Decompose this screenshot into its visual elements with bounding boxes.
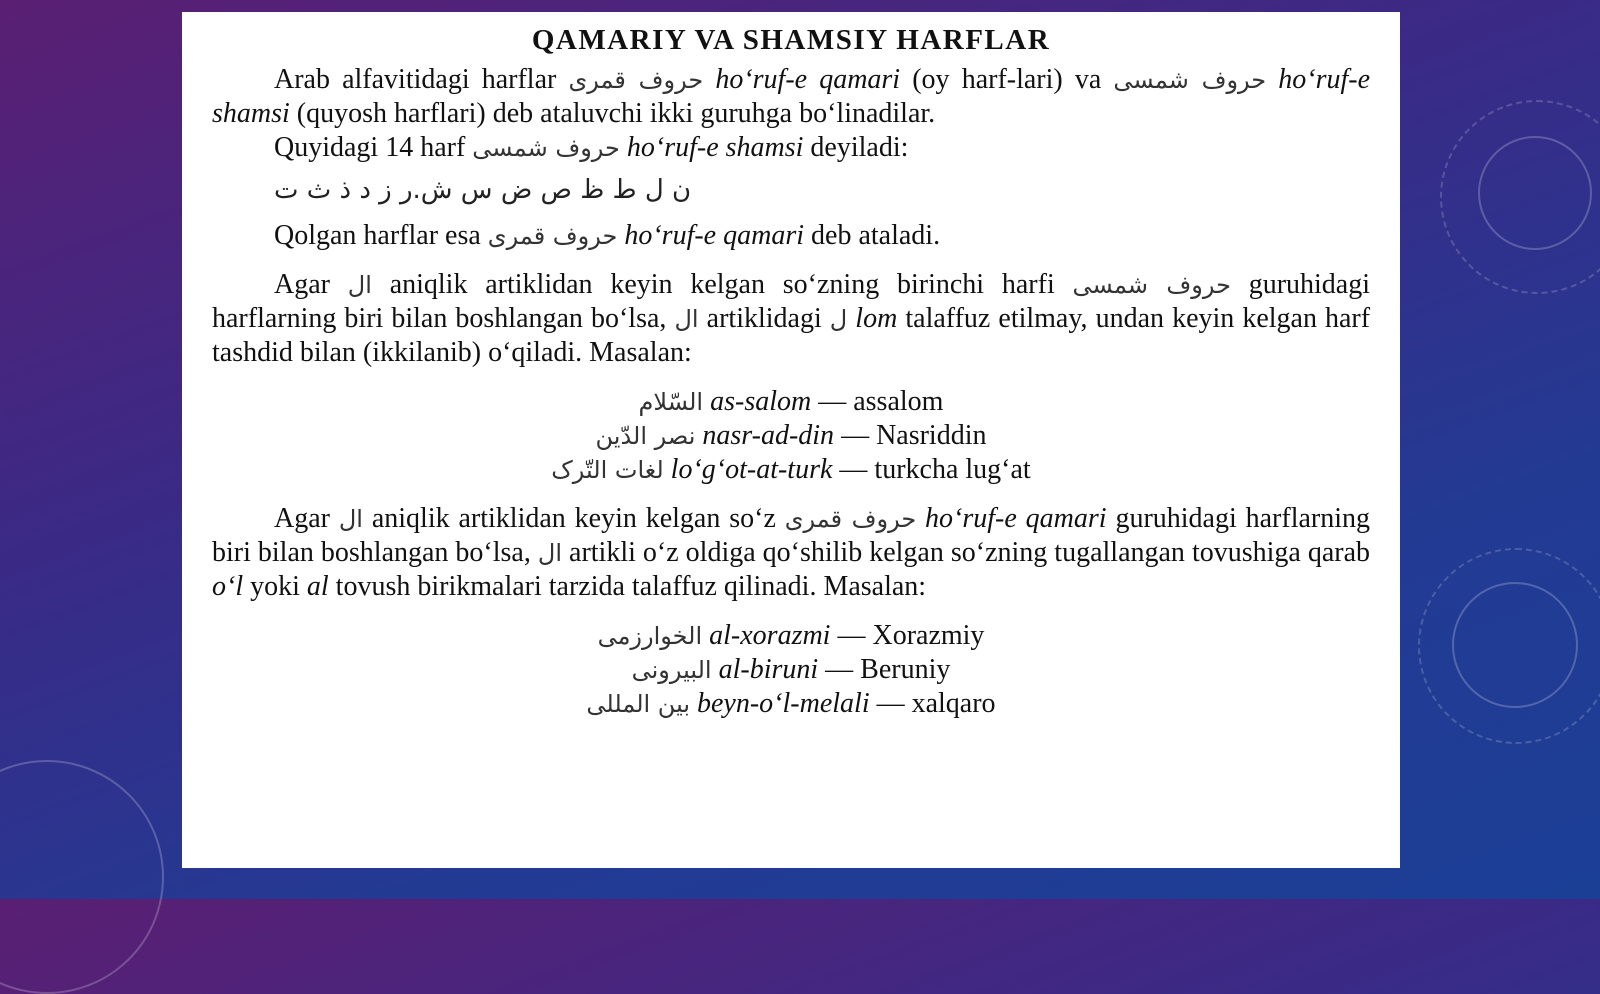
text: Agar (274, 269, 330, 300)
transliteration: al-biruni (718, 654, 819, 685)
translation: — Xorazmiy (837, 620, 985, 651)
transliteration: as-salom (710, 386, 812, 417)
translation: — Beruniy (825, 654, 951, 685)
decor-circle (1440, 100, 1600, 294)
transliteration: nasr-ad-din (702, 420, 835, 451)
transliteration: al-xorazmi (709, 620, 831, 651)
transliteration: ho‘ruf-e shamsi (212, 64, 1371, 129)
text: tovush birikmalari tarzida talaffuz qilinadi. Masalan: (335, 571, 927, 602)
arabic-term: حروف شمسی (1072, 271, 1231, 299)
paragraph-intro (212, 63, 1370, 131)
arabic-term: نصر الدّین (595, 422, 696, 450)
text: Quyidagi 14 harf (274, 132, 466, 163)
arabic-term: السّلام (638, 388, 704, 416)
example-line (212, 687, 1370, 721)
arabic-term: ال (338, 505, 363, 533)
arabic-term: ال (537, 539, 562, 567)
arabic-term: ال (347, 271, 372, 299)
transliteration: beyn-o‘l-melali (697, 688, 870, 719)
paragraph-rule-qamari (212, 502, 1370, 604)
translation: — xalqaro (876, 688, 996, 719)
arabic-term: الخوارزمی (597, 622, 703, 650)
decor-circle (1418, 548, 1600, 744)
decor-circle (0, 760, 164, 994)
example-line (212, 419, 1370, 453)
translation: — assalom (818, 386, 944, 417)
arabic-term: ل (829, 305, 848, 333)
example-line (212, 385, 1370, 419)
text: Arab alfavitidagi harflar (274, 64, 557, 95)
text: (quyosh harflari) deb ataluvchi ikki guruhga bo‘linadilar. (296, 98, 936, 129)
arabic-term: حروف شمسی (472, 134, 620, 162)
example-line (212, 653, 1370, 687)
transliteration: al (306, 571, 329, 602)
arabic-term: بین المللی (586, 690, 690, 718)
examples-qamari (212, 619, 1370, 721)
arabic-term: ال (674, 305, 699, 333)
transliteration: lom (855, 303, 898, 334)
text: guruhidagi harflarning biri bilan boshlangan bo‘lsa, (212, 269, 1371, 334)
text: yoki (250, 571, 300, 602)
text: guruhidagi harflarning biri bilan boshlangan bo‘lsa, (212, 503, 1371, 568)
text: aniqlik artiklidan keyin kelgan so‘z (371, 503, 776, 534)
transliteration: ho‘ruf-e qamari (925, 503, 1107, 534)
shamsi-letters: ن ل ط ظ ص ض س ش.ر ز د ذ ث ت (274, 175, 692, 205)
text: deyiladi: (810, 132, 909, 163)
text: deb ataladi. (811, 220, 941, 251)
arabic-term: حروف قمری (784, 505, 917, 533)
text: artikli o‘z oldiga qo‘shilib kelgan so‘zning tugallangan tovushiga qarab (569, 537, 1371, 568)
text: Qolgan harflar esa (274, 220, 481, 251)
transliteration: lo‘g‘ot-at-turk (670, 454, 833, 485)
transliteration: ho‘ruf-e shamsi (626, 132, 804, 163)
paragraph-qamari (212, 219, 1370, 253)
paragraph-rule-shamsi (212, 268, 1370, 370)
arabic-term: البیرونی (631, 656, 712, 684)
text: artiklidagi (706, 303, 822, 334)
transliteration: o‘l (212, 571, 244, 602)
translation: — turkcha lug‘at (839, 454, 1031, 485)
arabic-term: حروف قمری (487, 222, 618, 250)
text: talaffuz etilmay, undan keyin kelgan harf tashdid bilan (ikkilanib) o‘qiladi. Masalan: (212, 303, 1371, 368)
text: (oy harf-lari) va (912, 64, 1102, 95)
text: aniqlik artiklidan keyin kelgan so‘zning birinchi harfi (389, 269, 1055, 300)
transliteration: ho‘ruf-e qamari (624, 220, 805, 251)
arabic-term: لغات التّرک (551, 456, 664, 484)
example-line (212, 619, 1370, 653)
text: Agar (274, 503, 330, 534)
paragraph-shamsi (212, 131, 1370, 165)
page-title: QAMARIY VA SHAMSIY HARFLAR (531, 24, 1051, 56)
document-page (182, 12, 1400, 868)
example-line (212, 453, 1370, 487)
examples-shamsi (212, 385, 1370, 487)
arabic-term: حروف قمری (568, 66, 704, 94)
transliteration: ho‘ruf-e qamari (715, 64, 901, 95)
translation: — Nasriddin (841, 420, 987, 451)
arabic-term: حروف شمسی (1113, 66, 1267, 94)
